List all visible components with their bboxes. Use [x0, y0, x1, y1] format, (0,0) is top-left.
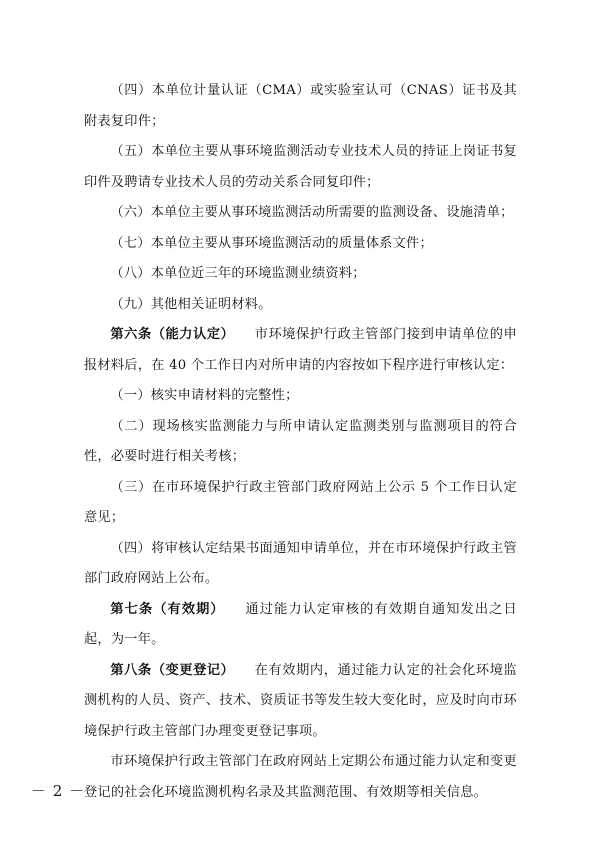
list-item: （九）其他相关证明材料。 — [110, 296, 272, 312]
article-7-text: 通过能力认定审核的有效期自通知发出之日起，为一年。 — [84, 601, 517, 647]
list-item: （八）本单位近三年的环境监测业绩资料； — [110, 266, 366, 281]
article-8-heading: 第八条（变更登记） — [110, 662, 235, 678]
article-6-text: 市环境保护行政主管部门接到申请单位的申报材料后，在 40 个工作日内对所申请的内容按如下程序进行审核认定： — [84, 327, 517, 373]
list-item: （五）本单位主要从事环境监测活动专业技术人员的持证上岗证书复印件及聘请专业技术人员的劳动关系合同复印件； — [84, 144, 517, 190]
list-item: （七）本单位主要从事环境监测活动的质量体系文件； — [110, 235, 433, 251]
list-item: （六）本单位主要从事环境监测活动所需要的监测设备、设施清单； — [110, 205, 514, 220]
list-item: （一）核实申请材料的完整性； — [110, 388, 299, 403]
document-body — [84, 76, 517, 808]
article-6-heading: 第六条（能力认定） — [110, 327, 235, 342]
page-number: － 2 － — [31, 782, 86, 800]
article-8-paragraph: 市环境保护行政主管部门在政府网站上定期公布通过能力认定和变更登记的社会化环境监测机构名录及其监测范围、有效期等相关信息。 — [84, 754, 517, 800]
list-item: （四）将审核认定结果书面通知申请单位，并在市环境保护行政主管部门政府网站上公布。 — [84, 540, 517, 586]
article-7 — [84, 595, 517, 656]
article-7-heading: 第七条（有效期） — [110, 601, 225, 617]
article-8 — [84, 656, 517, 748]
article-8-text: 在有效期内，通过能力认定的社会化环境监测机构的人员、资产、技术、资质证书等发生较大变化时，应及时向市环境保护行政主管部门办理变更登记事项。 — [84, 662, 517, 739]
list-item: （三）在市环境保护行政主管部门政府网站上公示 5 个工作日认定意见； — [84, 479, 517, 525]
list-item: （二）现场核实监测能力与所申请认定监测类别与监测项目的符合性，必要时进行相关考核； — [84, 418, 517, 464]
list-item: （四）本单位计量认证（CMA）或实验室认可（CNAS）证书及其附表复印件； — [84, 83, 517, 129]
article-6 — [84, 320, 517, 381]
